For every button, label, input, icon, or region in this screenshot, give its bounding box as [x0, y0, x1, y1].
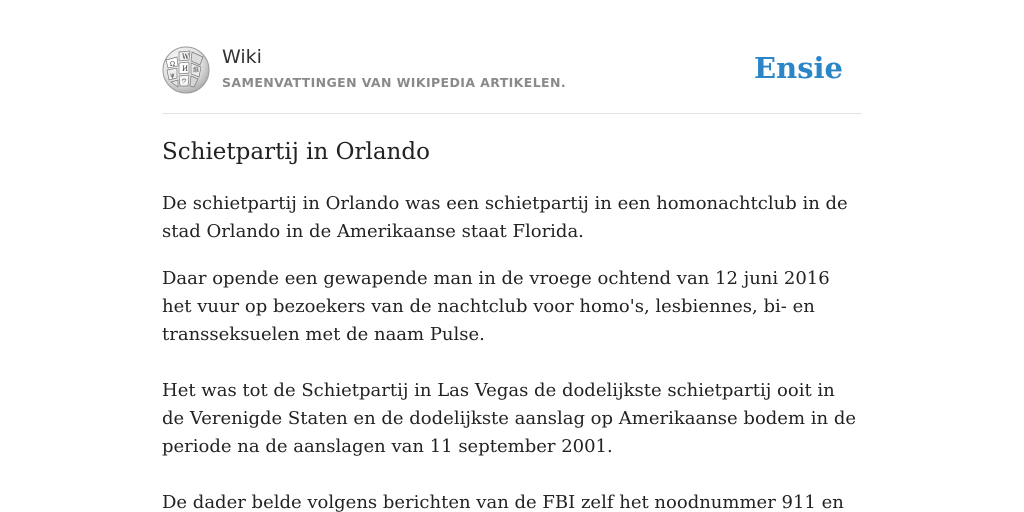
site-tagline: SAMENVATTINGEN VAN WIKIPEDIA ARTIKELEN. [222, 75, 567, 90]
site-name[interactable]: Wiki [222, 46, 262, 68]
wikipedia-globe-icon[interactable] [162, 46, 210, 94]
article-paragraph: Daar opende een gewapende man in de vroege ochtend van 12 juni 2016 het vuur op bezoekers van de nachtclub voor homo's, lesbiennes, bi- en transseksuelen met de naam Pulse. [162, 268, 830, 345]
svg-text:Ω: Ω [170, 61, 175, 68]
svg-text:ウ: ウ [181, 78, 188, 85]
svg-text:ψ: ψ [170, 72, 175, 79]
svg-text:И: И [182, 65, 189, 73]
article-body [162, 190, 862, 512]
ensie-brand-link[interactable]: Ensie [754, 51, 843, 85]
site-header [162, 0, 862, 114]
article-lead: De schietpartij in Orlando was een schietpartij in een homonachtclub in de stad Orlando in de Amerikaanse staat Florida. [162, 193, 848, 242]
page-container [162, 0, 862, 512]
article-paragraph: Het was tot de Schietpartij in Las Vegas de dodelijkste schietpartij ooit in de Verenigde Staten en de dodelijkste aanslag op Amerikaanse bodem in de periode na de aanslagen van 11 september 2001. [162, 380, 856, 457]
article-title: Schietpartij in Orlando [162, 139, 430, 165]
svg-text:維: 維 [193, 67, 200, 74]
svg-text:W: W [182, 53, 190, 61]
article-paragraph: De dader belde volgens berichten van de FBI zelf het noodnummer 911 en [162, 492, 844, 512]
